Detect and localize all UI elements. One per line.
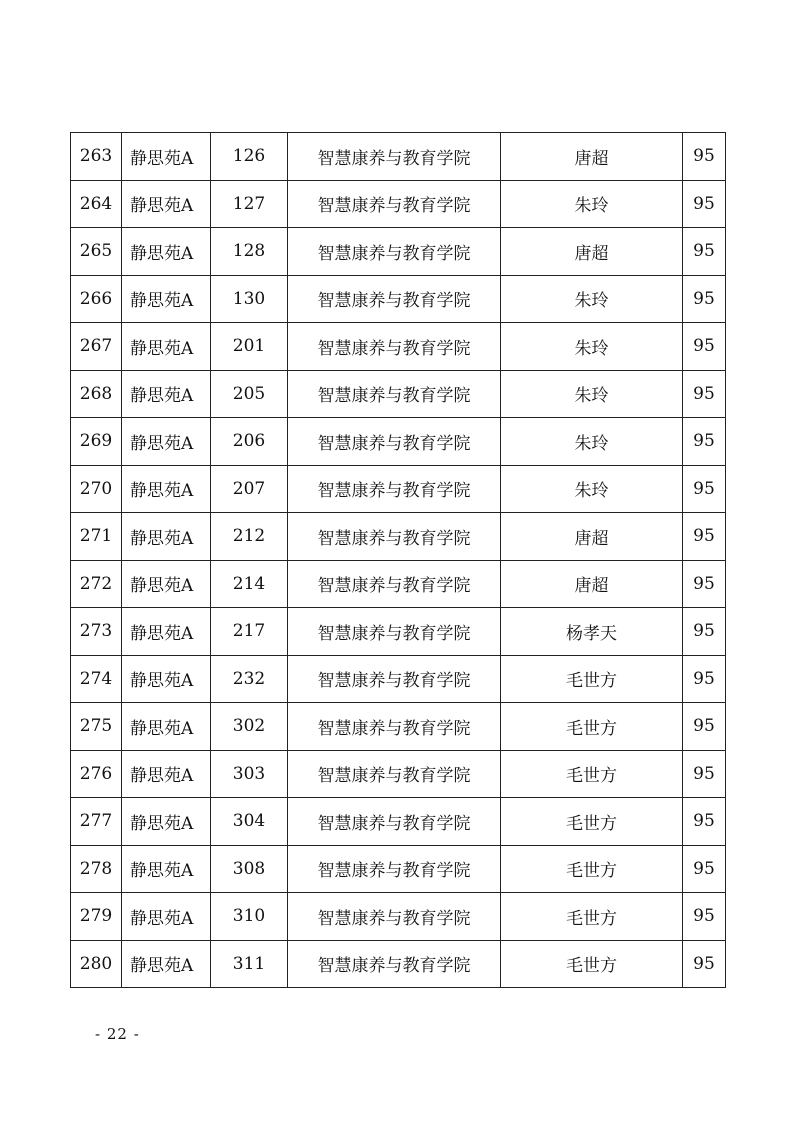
cell-person: 毛世方	[501, 893, 683, 941]
cell-person: 朱玲	[501, 180, 683, 228]
cell-serial-number: 269	[71, 418, 122, 466]
cell-score: 95	[683, 940, 726, 988]
cell-person: 朱玲	[501, 418, 683, 466]
cell-person: 毛世方	[501, 940, 683, 988]
table-row	[71, 845, 726, 893]
table-row	[71, 465, 726, 513]
cell-serial-number: 265	[71, 228, 122, 276]
cell-college: 智慧康养与教育学院	[288, 798, 501, 846]
cell-serial-number: 278	[71, 845, 122, 893]
cell-room-number: 232	[211, 655, 288, 703]
cell-college: 智慧康养与教育学院	[288, 418, 501, 466]
cell-building: 静思苑A	[122, 513, 211, 561]
table-body	[71, 133, 726, 988]
cell-building: 静思苑A	[122, 323, 211, 371]
cell-serial-number: 266	[71, 275, 122, 323]
cell-serial-number: 272	[71, 560, 122, 608]
dormitory-score-table	[70, 132, 726, 988]
cell-person: 毛世方	[501, 703, 683, 751]
table-row	[71, 180, 726, 228]
cell-building: 静思苑A	[122, 418, 211, 466]
cell-building: 静思苑A	[122, 845, 211, 893]
cell-serial-number: 267	[71, 323, 122, 371]
cell-person: 唐超	[501, 560, 683, 608]
cell-serial-number: 268	[71, 370, 122, 418]
cell-room-number: 304	[211, 798, 288, 846]
cell-room-number: 207	[211, 465, 288, 513]
table-row	[71, 228, 726, 276]
cell-person: 毛世方	[501, 798, 683, 846]
cell-person: 朱玲	[501, 465, 683, 513]
cell-score: 95	[683, 750, 726, 798]
cell-score: 95	[683, 798, 726, 846]
cell-building: 静思苑A	[122, 228, 211, 276]
cell-score: 95	[683, 608, 726, 656]
cell-serial-number: 276	[71, 750, 122, 798]
cell-college: 智慧康养与教育学院	[288, 180, 501, 228]
cell-college: 智慧康养与教育学院	[288, 655, 501, 703]
cell-serial-number: 275	[71, 703, 122, 751]
table-row	[71, 940, 726, 988]
table-row	[71, 323, 726, 371]
table-row	[71, 275, 726, 323]
cell-serial-number: 277	[71, 798, 122, 846]
cell-college: 智慧康养与教育学院	[288, 370, 501, 418]
cell-room-number: 201	[211, 323, 288, 371]
cell-room-number: 206	[211, 418, 288, 466]
cell-score: 95	[683, 133, 726, 181]
cell-serial-number: 270	[71, 465, 122, 513]
cell-serial-number: 274	[71, 655, 122, 703]
cell-room-number: 308	[211, 845, 288, 893]
cell-college: 智慧康养与教育学院	[288, 845, 501, 893]
cell-college: 智慧康养与教育学院	[288, 323, 501, 371]
cell-serial-number: 263	[71, 133, 122, 181]
table-row	[71, 655, 726, 703]
cell-building: 静思苑A	[122, 608, 211, 656]
cell-serial-number: 273	[71, 608, 122, 656]
cell-score: 95	[683, 418, 726, 466]
cell-college: 智慧康养与教育学院	[288, 513, 501, 561]
cell-building: 静思苑A	[122, 370, 211, 418]
cell-room-number: 217	[211, 608, 288, 656]
cell-room-number: 130	[211, 275, 288, 323]
cell-college: 智慧康养与教育学院	[288, 465, 501, 513]
cell-college: 智慧康养与教育学院	[288, 750, 501, 798]
cell-building: 静思苑A	[122, 655, 211, 703]
table-row	[71, 703, 726, 751]
cell-person: 朱玲	[501, 323, 683, 371]
cell-room-number: 302	[211, 703, 288, 751]
cell-person: 唐超	[501, 228, 683, 276]
cell-person: 朱玲	[501, 275, 683, 323]
cell-room-number: 214	[211, 560, 288, 608]
cell-person: 杨孝天	[501, 608, 683, 656]
cell-room-number: 127	[211, 180, 288, 228]
cell-building: 静思苑A	[122, 893, 211, 941]
cell-building: 静思苑A	[122, 798, 211, 846]
cell-room-number: 310	[211, 893, 288, 941]
table-row	[71, 560, 726, 608]
cell-score: 95	[683, 370, 726, 418]
cell-score: 95	[683, 513, 726, 561]
cell-building: 静思苑A	[122, 560, 211, 608]
cell-person: 毛世方	[501, 655, 683, 703]
cell-building: 静思苑A	[122, 940, 211, 988]
table-row	[71, 893, 726, 941]
cell-person: 朱玲	[501, 370, 683, 418]
cell-college: 智慧康养与教育学院	[288, 228, 501, 276]
cell-score: 95	[683, 180, 726, 228]
cell-room-number: 205	[211, 370, 288, 418]
cell-person: 唐超	[501, 513, 683, 561]
cell-person: 毛世方	[501, 845, 683, 893]
page-number: - 22 -	[95, 1025, 140, 1043]
cell-score: 95	[683, 323, 726, 371]
cell-college: 智慧康养与教育学院	[288, 275, 501, 323]
cell-building: 静思苑A	[122, 133, 211, 181]
cell-score: 95	[683, 275, 726, 323]
table-row	[71, 798, 726, 846]
cell-building: 静思苑A	[122, 703, 211, 751]
cell-serial-number: 280	[71, 940, 122, 988]
cell-room-number: 212	[211, 513, 288, 561]
cell-score: 95	[683, 845, 726, 893]
cell-score: 95	[683, 465, 726, 513]
table-row	[71, 513, 726, 561]
cell-college: 智慧康养与教育学院	[288, 940, 501, 988]
cell-serial-number: 271	[71, 513, 122, 561]
cell-serial-number: 264	[71, 180, 122, 228]
cell-building: 静思苑A	[122, 750, 211, 798]
cell-score: 95	[683, 703, 726, 751]
cell-score: 95	[683, 655, 726, 703]
cell-college: 智慧康养与教育学院	[288, 560, 501, 608]
table-row	[71, 370, 726, 418]
cell-college: 智慧康养与教育学院	[288, 133, 501, 181]
cell-building: 静思苑A	[122, 465, 211, 513]
cell-college: 智慧康养与教育学院	[288, 608, 501, 656]
cell-room-number: 126	[211, 133, 288, 181]
cell-score: 95	[683, 893, 726, 941]
table-row	[71, 750, 726, 798]
table-row	[71, 133, 726, 181]
cell-room-number: 303	[211, 750, 288, 798]
cell-room-number: 311	[211, 940, 288, 988]
cell-building: 静思苑A	[122, 180, 211, 228]
cell-score: 95	[683, 228, 726, 276]
cell-person: 毛世方	[501, 750, 683, 798]
cell-college: 智慧康养与教育学院	[288, 893, 501, 941]
table-row	[71, 608, 726, 656]
cell-serial-number: 279	[71, 893, 122, 941]
table-row	[71, 418, 726, 466]
cell-score: 95	[683, 560, 726, 608]
cell-college: 智慧康养与教育学院	[288, 703, 501, 751]
cell-person: 唐超	[501, 133, 683, 181]
cell-room-number: 128	[211, 228, 288, 276]
cell-building: 静思苑A	[122, 275, 211, 323]
